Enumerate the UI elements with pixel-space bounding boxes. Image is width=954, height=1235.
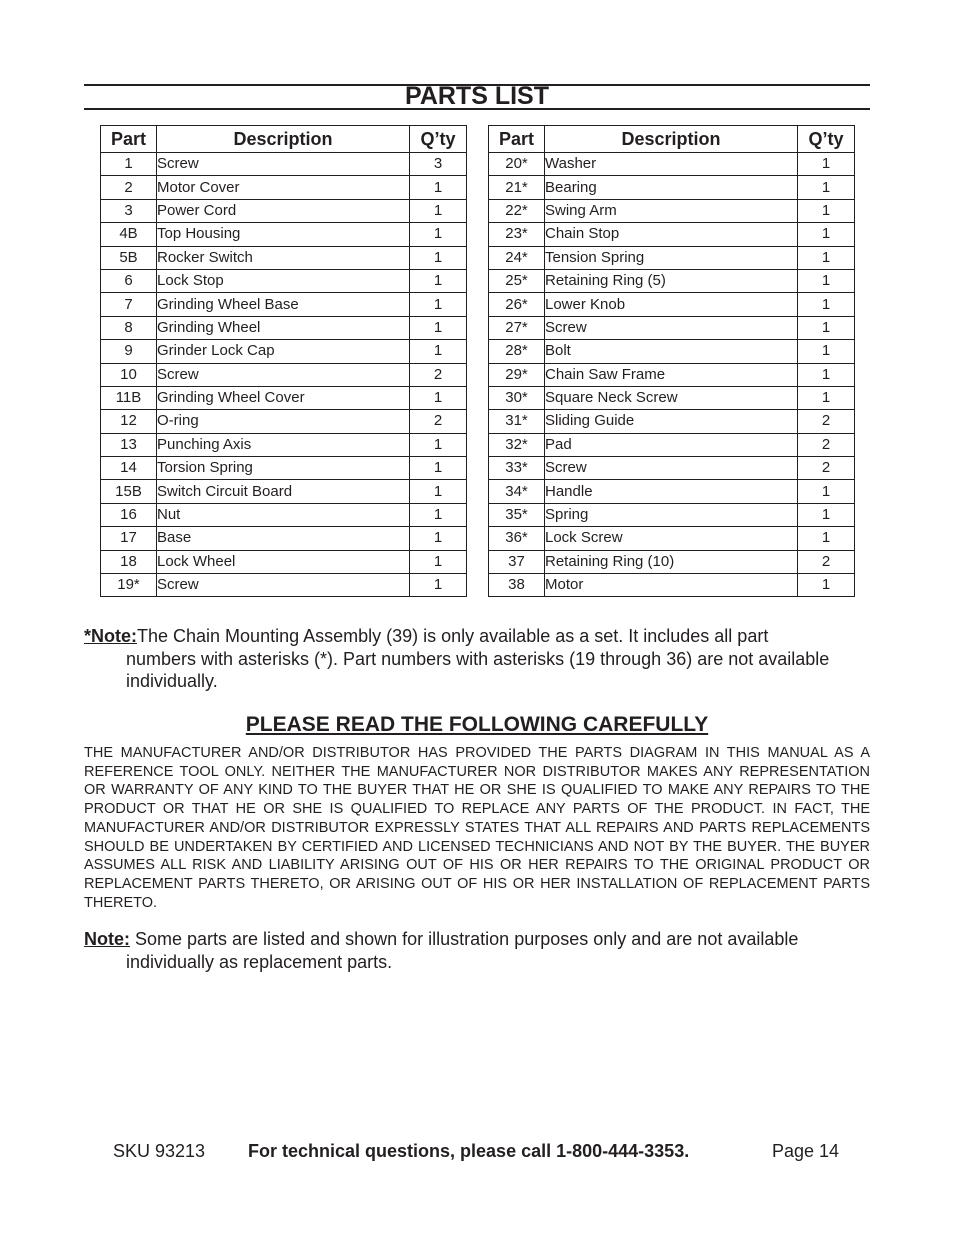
part-number-cell: 11B [101, 386, 157, 409]
table-row [101, 316, 467, 339]
table-row [101, 410, 467, 433]
description-cell: Grinder Lock Cap [157, 340, 410, 363]
part-number-cell: 37 [489, 550, 545, 573]
table-row [489, 246, 855, 269]
parts-table-left [100, 125, 467, 597]
part-number-cell: 18 [101, 550, 157, 573]
parts-table-right-body [489, 153, 855, 597]
part-number-cell: 9 [101, 340, 157, 363]
table-row [101, 176, 467, 199]
illustration-note-line2: individually as replacement parts. [126, 952, 393, 972]
table-row [489, 386, 855, 409]
quantity-cell: 1 [410, 199, 467, 222]
quantity-cell: 1 [410, 433, 467, 456]
quantity-cell: 1 [798, 363, 855, 386]
quantity-cell: 2 [798, 410, 855, 433]
quantity-cell: 1 [798, 316, 855, 339]
quantity-cell: 1 [410, 316, 467, 339]
quantity-cell: 1 [798, 527, 855, 550]
description-cell: Screw [545, 316, 798, 339]
table-row [101, 503, 467, 526]
part-number-cell: 16 [101, 503, 157, 526]
part-number-cell: 1 [101, 153, 157, 176]
quantity-cell: 1 [798, 269, 855, 292]
quantity-cell: 1 [798, 293, 855, 316]
table-row [101, 340, 467, 363]
description-cell: Lower Knob [545, 293, 798, 316]
part-number-cell: 17 [101, 527, 157, 550]
part-number-cell: 7 [101, 293, 157, 316]
table-row [101, 293, 467, 316]
asterisk-note [84, 625, 884, 693]
quantity-cell: 1 [798, 153, 855, 176]
table-row [101, 199, 467, 222]
quantity-cell: 2 [410, 410, 467, 433]
description-cell: Screw [157, 153, 410, 176]
quantity-cell: 2 [798, 457, 855, 480]
table-row [489, 503, 855, 526]
description-cell: Square Neck Screw [545, 386, 798, 409]
part-number-cell: 26* [489, 293, 545, 316]
part-number-cell: 23* [489, 223, 545, 246]
table-row [489, 176, 855, 199]
asterisk-note-line3: individually. [126, 671, 218, 691]
description-cell: Grinding Wheel Base [157, 293, 410, 316]
part-number-cell: 8 [101, 316, 157, 339]
table-header-row [101, 126, 467, 153]
quantity-cell: 1 [410, 340, 467, 363]
description-cell: Grinding Wheel [157, 316, 410, 339]
quantity-cell: 1 [410, 480, 467, 503]
table-row [489, 293, 855, 316]
header-qty: Q’ty [798, 126, 855, 153]
part-number-cell: 38 [489, 574, 545, 597]
table-row [489, 316, 855, 339]
quantity-cell: 1 [410, 223, 467, 246]
warning-heading-container [0, 712, 954, 738]
description-cell: Handle [545, 480, 798, 503]
table-row [489, 340, 855, 363]
quantity-cell: 2 [798, 550, 855, 573]
table-row [489, 223, 855, 246]
description-cell: Tension Spring [545, 246, 798, 269]
quantity-cell: 2 [410, 363, 467, 386]
part-number-cell: 36* [489, 527, 545, 550]
part-number-cell: 27* [489, 316, 545, 339]
part-number-cell: 10 [101, 363, 157, 386]
quantity-cell: 1 [410, 574, 467, 597]
part-number-cell: 3 [101, 199, 157, 222]
part-number-cell: 30* [489, 386, 545, 409]
part-number-cell: 20* [489, 153, 545, 176]
description-cell: Retaining Ring (5) [545, 269, 798, 292]
quantity-cell: 1 [798, 340, 855, 363]
part-number-cell: 22* [489, 199, 545, 222]
description-cell: Bearing [545, 176, 798, 199]
description-cell: Torsion Spring [157, 457, 410, 480]
description-cell: Motor Cover [157, 176, 410, 199]
quantity-cell: 1 [410, 246, 467, 269]
title-underline-rule [84, 108, 870, 110]
illustration-note-line1: Some parts are listed and shown for illustration purposes only and are not available [130, 929, 799, 949]
part-number-cell: 31* [489, 410, 545, 433]
table-row [101, 246, 467, 269]
part-number-cell: 4B [101, 223, 157, 246]
table-row [101, 457, 467, 480]
description-cell: O-ring [157, 410, 410, 433]
table-row [101, 269, 467, 292]
table-row [489, 457, 855, 480]
footer-sku: SKU 93213 [113, 1141, 206, 1161]
part-number-cell: 12 [101, 410, 157, 433]
quantity-cell: 1 [410, 503, 467, 526]
part-number-cell: 34* [489, 480, 545, 503]
quantity-cell: 1 [410, 550, 467, 573]
description-cell: Sliding Guide [545, 410, 798, 433]
description-cell: Chain Stop [545, 223, 798, 246]
illustration-note-label: Note: [84, 929, 130, 949]
description-cell: Lock Stop [157, 269, 410, 292]
asterisk-note-label: *Note: [84, 626, 137, 646]
table-row [101, 363, 467, 386]
table-row [489, 199, 855, 222]
quantity-cell: 3 [410, 153, 467, 176]
description-cell: Screw [157, 574, 410, 597]
description-cell: Lock Screw [545, 527, 798, 550]
description-cell: Washer [545, 153, 798, 176]
description-cell: Punching Axis [157, 433, 410, 456]
header-qty: Q’ty [410, 126, 467, 153]
asterisk-note-line1: The Chain Mounting Assembly (39) is only available as a set. It includes all part [137, 626, 769, 646]
quantity-cell: 1 [798, 176, 855, 199]
table-row [101, 386, 467, 409]
table-row [101, 574, 467, 597]
quantity-cell: 1 [798, 386, 855, 409]
description-cell: Bolt [545, 340, 798, 363]
part-number-cell: 33* [489, 457, 545, 480]
table-row [489, 363, 855, 386]
description-cell: Lock Wheel [157, 550, 410, 573]
part-number-cell: 14 [101, 457, 157, 480]
part-number-cell: 13 [101, 433, 157, 456]
part-number-cell: 25* [489, 269, 545, 292]
quantity-cell: 1 [798, 480, 855, 503]
quantity-cell: 2 [798, 433, 855, 456]
table-row [489, 480, 855, 503]
part-number-cell: 21* [489, 176, 545, 199]
quantity-cell: 1 [410, 457, 467, 480]
part-number-cell: 6 [101, 269, 157, 292]
quantity-cell: 1 [410, 293, 467, 316]
quantity-cell: 1 [410, 269, 467, 292]
part-number-cell: 19* [101, 574, 157, 597]
description-cell: Top Housing [157, 223, 410, 246]
header-description: Description [157, 126, 410, 153]
table-header-row [489, 126, 855, 153]
quantity-cell: 1 [798, 246, 855, 269]
asterisk-note-line2: numbers with asterisks (*). Part numbers with asterisks (19 through 36) are not available [126, 648, 830, 669]
table-row [101, 433, 467, 456]
description-cell: Base [157, 527, 410, 550]
description-cell: Screw [545, 457, 798, 480]
parts-table-right [488, 125, 855, 597]
table-row [101, 550, 467, 573]
description-cell: Chain Saw Frame [545, 363, 798, 386]
quantity-cell: 1 [410, 176, 467, 199]
footer-page-number: Page 14 [772, 1141, 840, 1161]
part-number-cell: 5B [101, 246, 157, 269]
table-row [101, 527, 467, 550]
description-cell: Screw [157, 363, 410, 386]
description-cell: Retaining Ring (10) [545, 550, 798, 573]
table-row [489, 574, 855, 597]
part-number-cell: 24* [489, 246, 545, 269]
table-row [489, 433, 855, 456]
description-cell: Nut [157, 503, 410, 526]
table-row [489, 527, 855, 550]
quantity-cell: 1 [798, 574, 855, 597]
header-part: Part [101, 126, 157, 153]
table-row [489, 410, 855, 433]
description-cell: Swing Arm [545, 199, 798, 222]
table-row [489, 550, 855, 573]
disclaimer-text: THE MANUFACTURER AND/OR DISTRIBUTOR HAS PROVIDED THE PARTS DIAGRAM IN THIS MANUAL AS A REFERENCE TOOL ONLY. NEITHER THE MANUFACTURER NOR DISTRIBUTOR MAKES ANY REPRESENTATION OR WARRANTY OF ANY KIND TO THE BUYER THAT HE OR SHE IS QUALIFIED TO MAKE ANY REPAIRS TO THE PRODUCT OR THAT HE OR SHE IS QUALIFIED TO REPLACE ANY PARTS OF THE PRODUCT. IN FACT, THE MANUFACTURER AND/OR DISTRIBUTOR EXPRESSLY STATES THAT ALL REPAIRS AND PARTS REPLACEMENTS SHOULD BE UNDERTAKEN BY CERTIFIED AND LICENSED TECHNICIANS AND NOT BY THE BUYER. THE BUYER ASSUMES ALL RISK AND LIABILITY ARISING OUT OF HIS OR HER REPAIRS TO THE ORIGINAL PRODUCT OR REPLACEMENT PARTS THERETO, OR ARISING OUT OF HIS OR HER INSTALLATION OF REPLACEMENT PARTS THERETO. [84, 745, 870, 911]
part-number-cell: 15B [101, 480, 157, 503]
warning-heading: PLEASE READ THE FOLLOWING CAREFULLY [245, 713, 709, 736]
part-number-cell: 28* [489, 340, 545, 363]
quantity-cell: 1 [410, 527, 467, 550]
table-row [101, 223, 467, 246]
parts-table-left-body [101, 153, 467, 597]
description-cell: Grinding Wheel Cover [157, 386, 410, 409]
quantity-cell: 1 [798, 223, 855, 246]
header-part: Part [489, 126, 545, 153]
table-row [101, 480, 467, 503]
description-cell: Switch Circuit Board [157, 480, 410, 503]
table-row [101, 153, 467, 176]
footer-support-phone: For technical questions, please call 1-800-444-3353. [248, 1141, 690, 1161]
illustration-note [84, 928, 884, 974]
part-number-cell: 2 [101, 176, 157, 199]
table-row [489, 269, 855, 292]
quantity-cell: 1 [410, 386, 467, 409]
part-number-cell: 32* [489, 433, 545, 456]
description-cell: Spring [545, 503, 798, 526]
header-description: Description [545, 126, 798, 153]
quantity-cell: 1 [798, 199, 855, 222]
table-row [489, 153, 855, 176]
part-number-cell: 35* [489, 503, 545, 526]
description-cell: Power Cord [157, 199, 410, 222]
quantity-cell: 1 [798, 503, 855, 526]
page-title: PARTS LIST [405, 82, 549, 110]
description-cell: Pad [545, 433, 798, 456]
part-number-cell: 29* [489, 363, 545, 386]
description-cell: Rocker Switch [157, 246, 410, 269]
description-cell: Motor [545, 574, 798, 597]
